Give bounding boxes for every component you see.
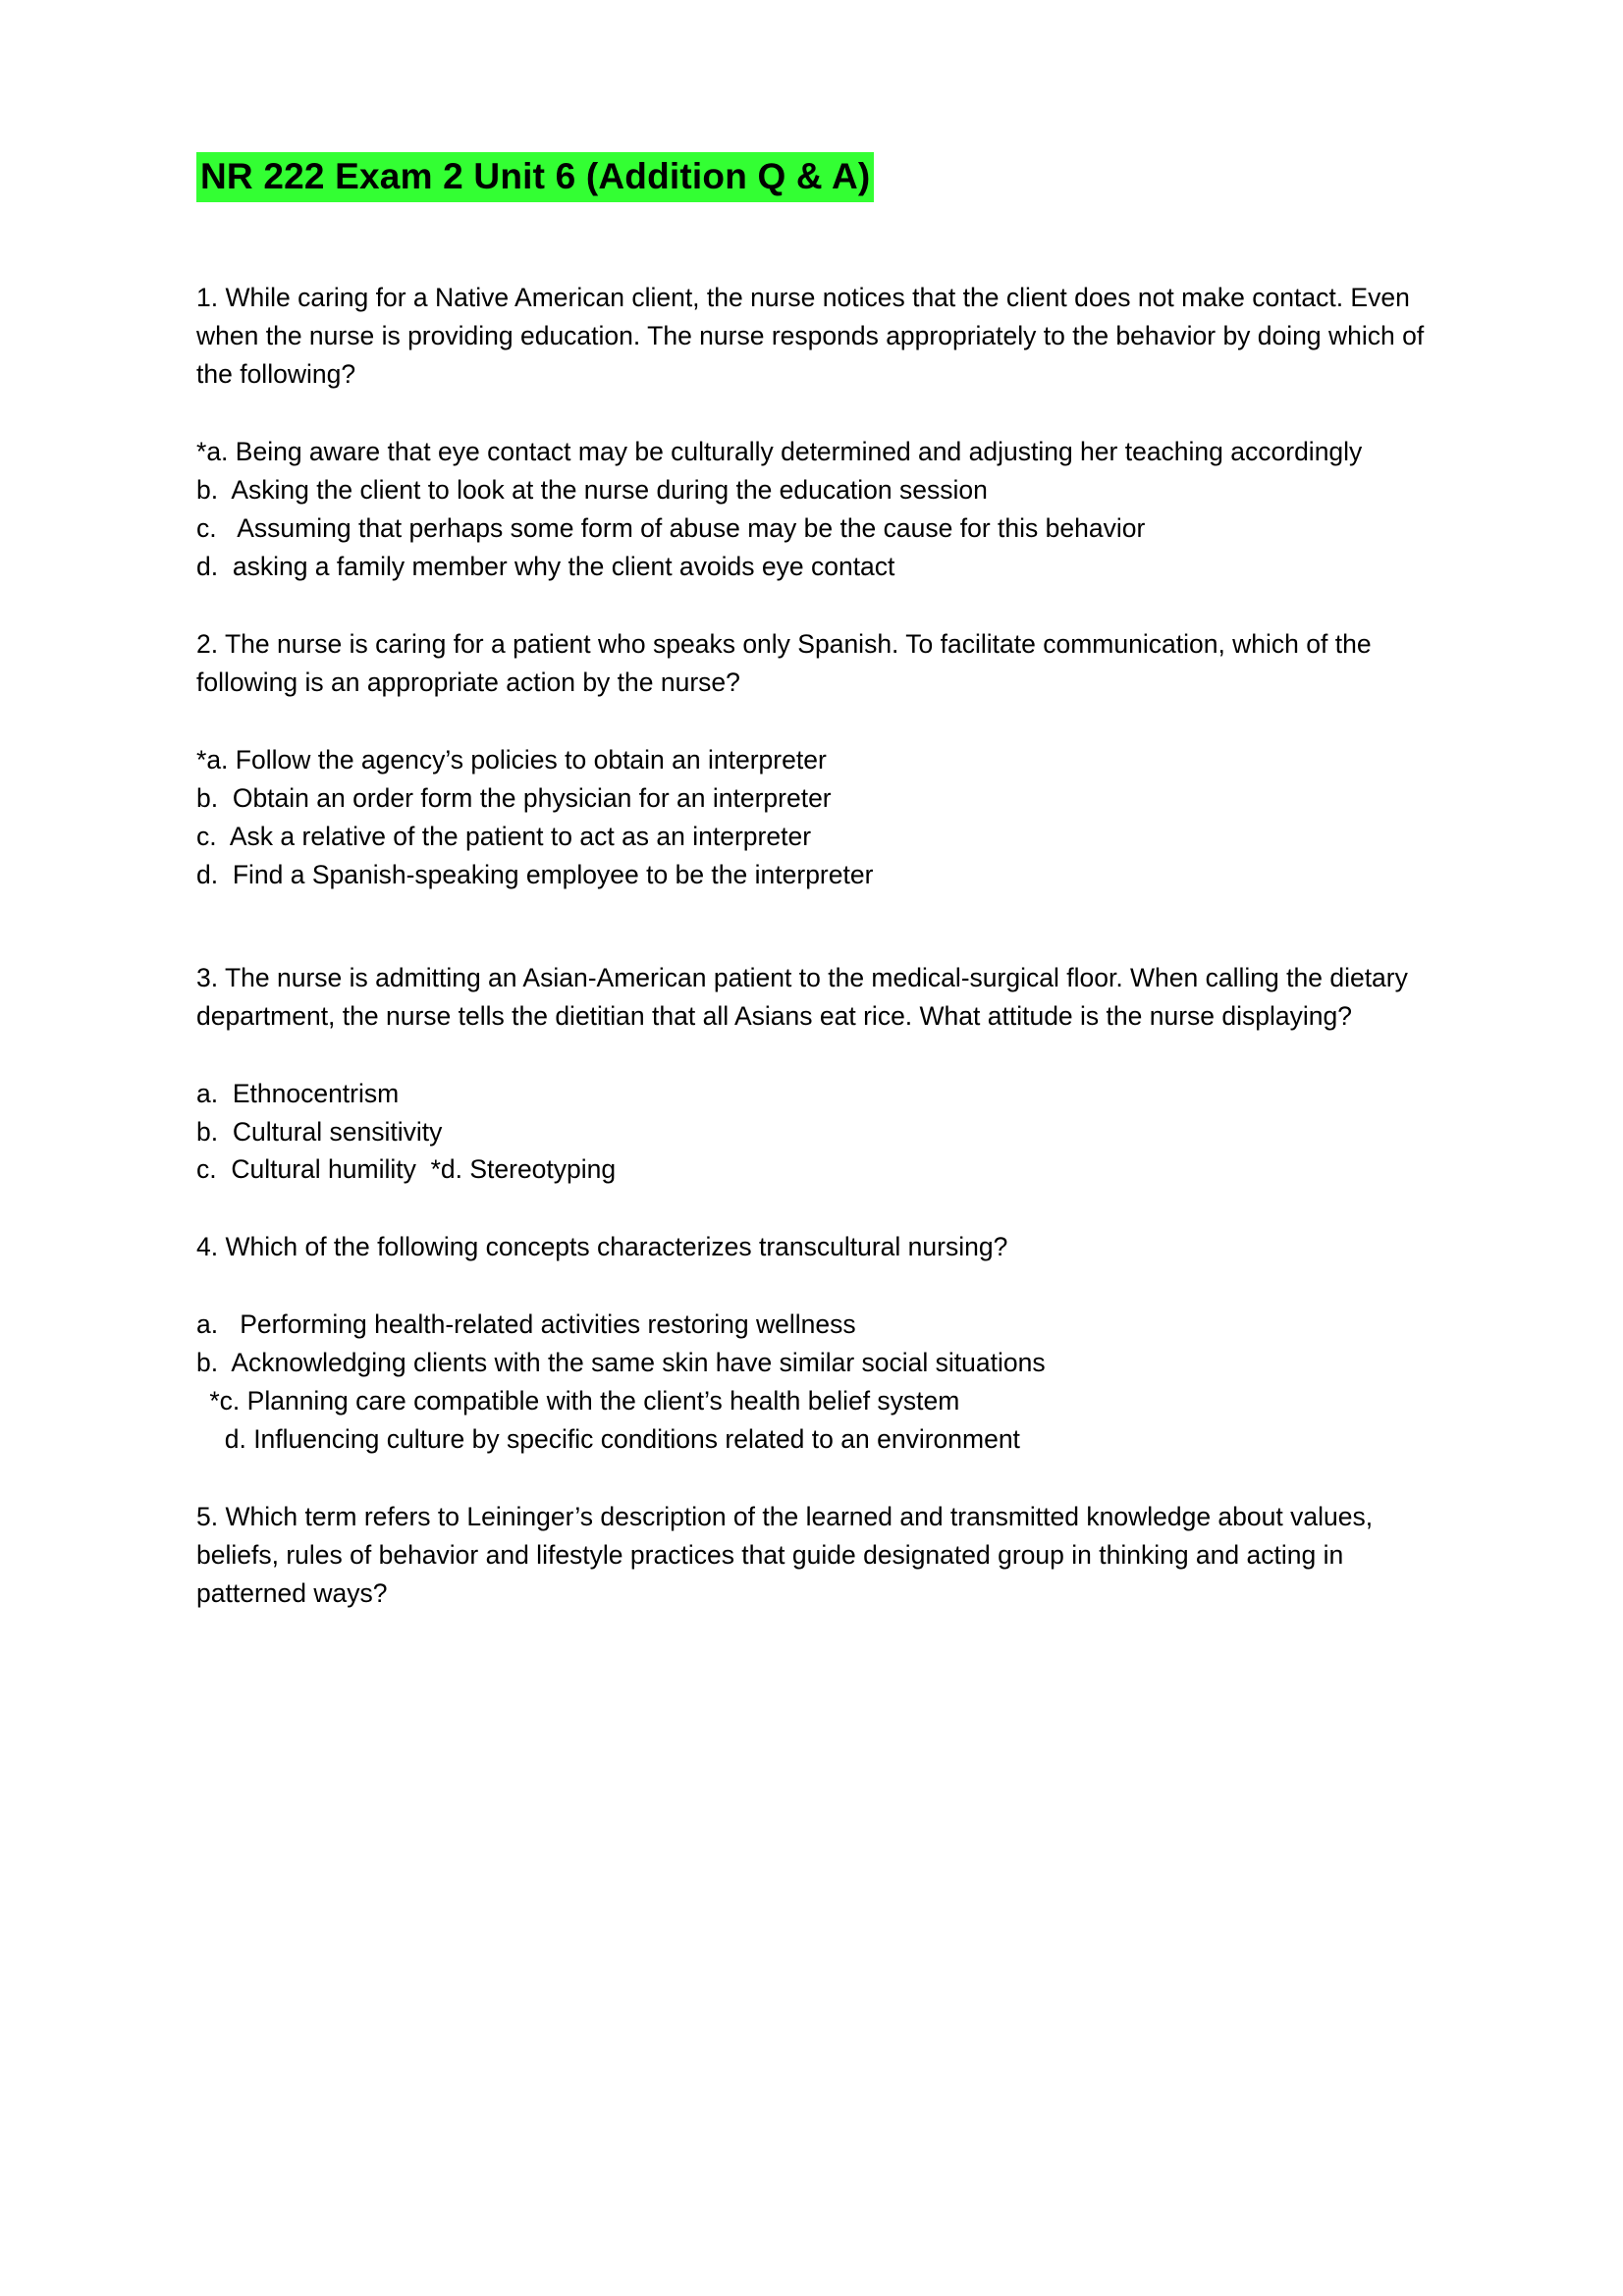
list-item[interactable]: *c. Planning care compatible with the client’s health belief system <box>202 1386 960 1416</box>
question-block-1 <box>196 279 1427 586</box>
list-item[interactable]: d. asking a family member why the client avoids eye contact <box>196 551 895 581</box>
list-item[interactable]: b. Cultural sensitivity <box>196 1116 443 1147</box>
list-item[interactable]: c. Ask a relative of the patient to act as an interpreter <box>196 821 812 851</box>
question-stem: 1. While caring for a Native American client, the nurse notices that the client does not make contact. Even when the nurse is providing education. The nurse responds appropriately to the behavior by doing which of the following? <box>196 283 1425 390</box>
list-item[interactable]: *a. Follow the agency’s policies to obtain an interpreter <box>196 744 827 774</box>
list-item[interactable]: b. Asking the client to look at the nurse during the education session <box>196 475 988 506</box>
option-list <box>196 1306 1427 1459</box>
question-block-3 <box>196 959 1427 1190</box>
list-item[interactable]: a. Ethnocentrism <box>196 1078 400 1108</box>
list-item[interactable]: d. Find a Spanish-speaking employee to be the interpreter <box>196 859 874 889</box>
list-item[interactable]: a. Performing health-related activities restoring wellness <box>196 1309 856 1340</box>
page-title: NR 222 Exam 2 Unit 6 (Addition Q & A) <box>196 152 874 202</box>
question-block-4 <box>196 1228 1427 1459</box>
question-stem: 2. The nurse is caring for a patient who speaks only Spanish. To facilitate communication, which of the following is an appropriate action by the nurse? <box>196 628 1372 697</box>
list-item[interactable]: c. Assuming that perhaps some form of abuse may be the cause for this behavior <box>196 513 1146 544</box>
option-list <box>196 741 1427 894</box>
list-item[interactable]: c. Cultural humility *d. Stereotyping <box>196 1154 617 1185</box>
question-block-5 <box>196 1498 1427 1613</box>
question-stem: 4. Which of the following concepts characterizes transcultural nursing? <box>196 1232 1008 1262</box>
list-item[interactable]: b. Acknowledging clients with the same skin have similar social situations <box>196 1348 1046 1378</box>
list-item[interactable]: d. Influencing culture by specific conditions related to an environment <box>210 1424 1020 1455</box>
title-spacer <box>196 202 1427 279</box>
question-block-2 <box>196 625 1427 894</box>
question-stem: 5. Which term refers to Leininger’s description of the learned and transmitted knowledge about values, beliefs, rules of behavior and lifestyle practices that guide designated group in thinking and acting in patterned ways? <box>196 1502 1374 1609</box>
list-item[interactable]: b. Obtain an order form the physician for an interpreter <box>196 782 832 813</box>
question-stem: 3. The nurse is admitting an Asian-American patient to the medical-surgical floor. When calling the dietary department, the nurse tells the dietitian that all Asians eat rice. What attitude is the nurse displaying? <box>196 962 1408 1031</box>
list-item[interactable]: *a. Being aware that eye contact may be culturally determined and adjusting her teaching accordingly <box>196 437 1363 467</box>
option-list <box>196 1075 1427 1190</box>
option-list <box>196 433 1427 586</box>
